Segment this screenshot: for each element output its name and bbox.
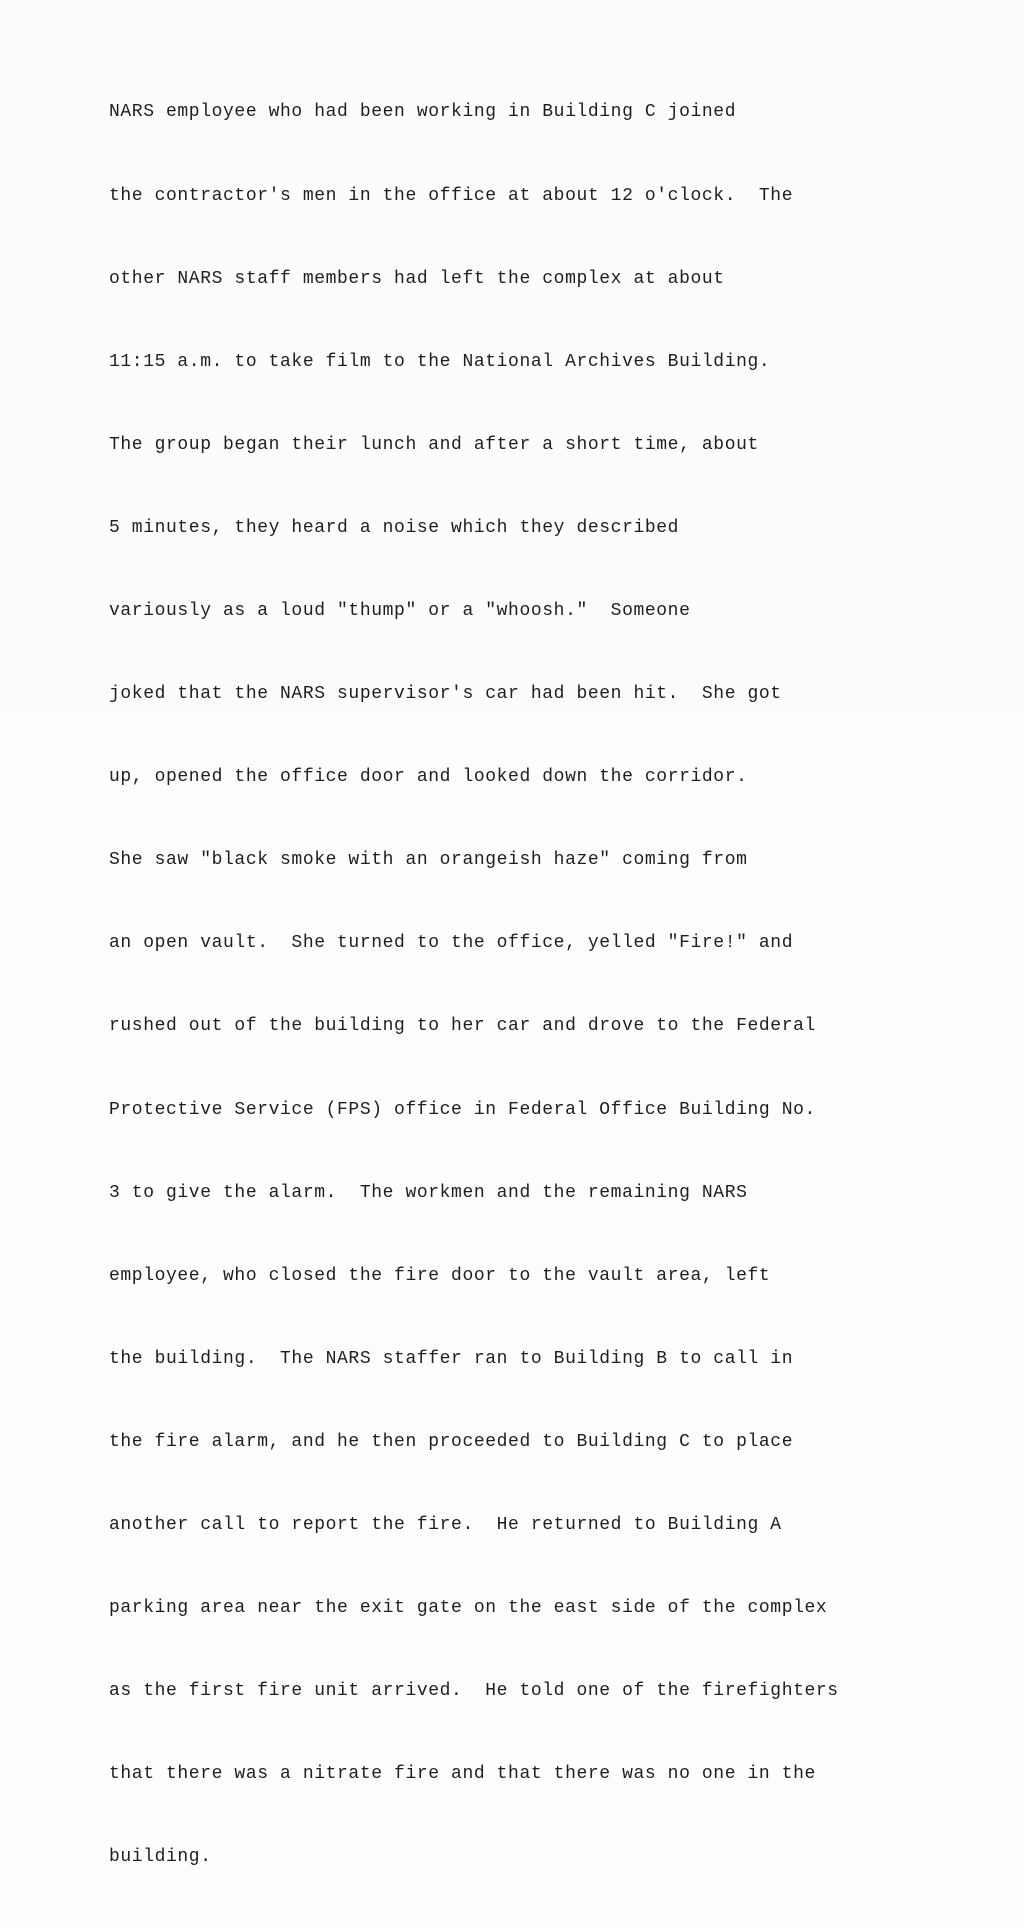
text-line: 11:15 a.m. to take film to the National Archives Building. [109,351,771,372]
text-line: parking area near the exit gate on the east side of the complex [109,1598,828,1619]
text-line: up, opened the office door and looked down the corridor. [109,767,748,788]
text-line: 5 minutes, they heard a noise which they described [109,517,680,538]
body-paragraph [109,44,839,1927]
text-line: other NARS staff members had left the complex at about [109,268,725,289]
text-line: employee, who closed the fire door to the vault area, left [109,1265,771,1286]
text-line: Protective Service (FPS) office in Federal Office Building No. [109,1099,816,1120]
text-line: that there was a nitrate fire and that there was no one in the [109,1764,816,1785]
text-line: the contractor's men in the office at about 12 o'clock. The [109,185,794,206]
text-line: the building. The NARS staffer ran to Building B to call in [109,1348,794,1369]
text-line: NARS employee who had been working in Building C joined [109,102,737,123]
text-line: The group began their lunch and after a short time, about [109,434,759,455]
text-line: the fire alarm, and he then proceeded to Building C to place [109,1431,794,1452]
text-line: as the first fire unit arrived. He told one of the firefighters [109,1681,839,1702]
text-line: She saw "black smoke with an orangeish haze" coming from [109,850,748,871]
text-line: rushed out of the building to her car and drove to the Federal [109,1016,816,1037]
text-line: another call to report the fire. He returned to Building A [109,1515,782,1535]
text-line: building. [109,1847,212,1868]
text-line: joked that the NARS supervisor's car had been hit. She got [109,684,782,705]
text-line: 3 to give the alarm. The workmen and the remaining NARS [109,1182,748,1203]
text-line: variously as a loud "thump" or a "whoosh." Someone [109,600,691,621]
text-line: an open vault. She turned to the office, yelled "Fire!" and [109,933,794,954]
